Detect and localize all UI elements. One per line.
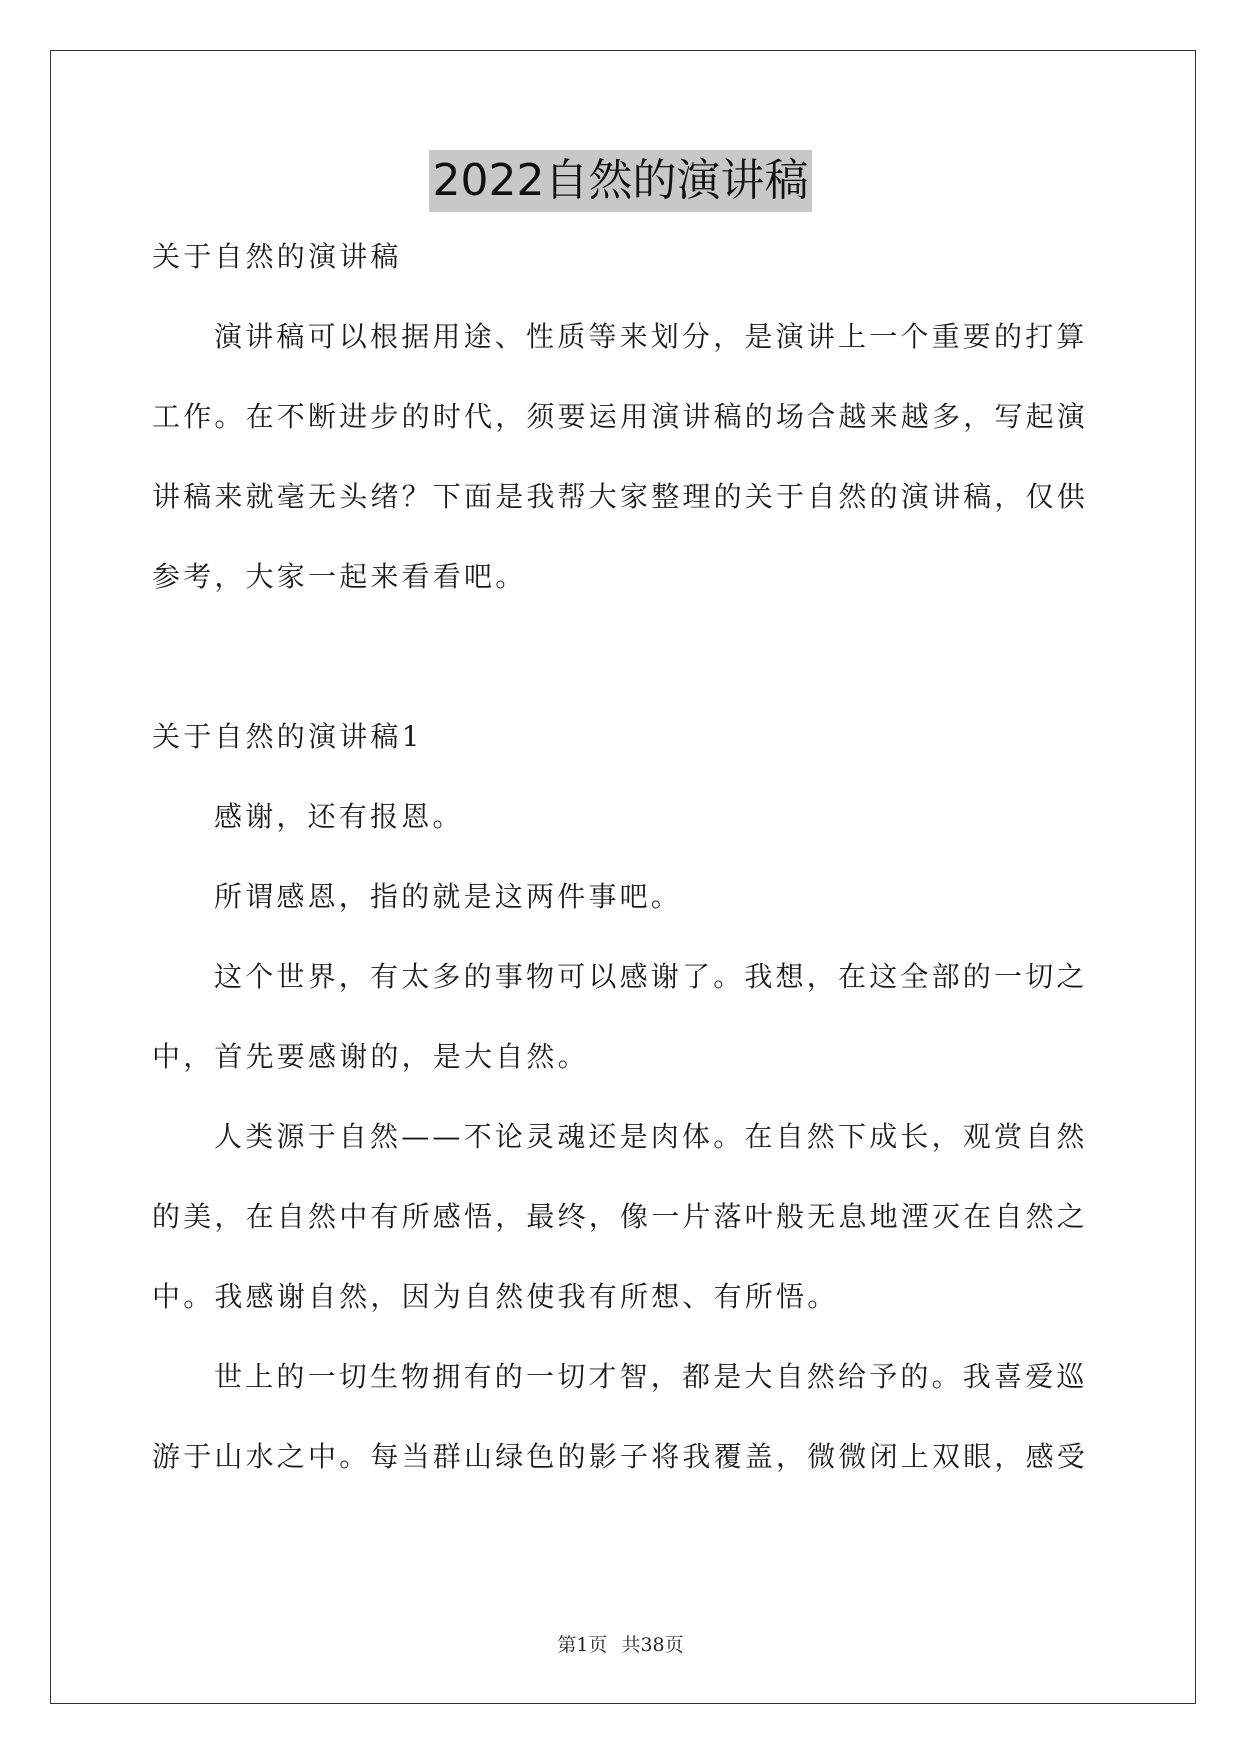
- text-line: 演讲稿可以根据用途、性质等来划分，是演讲上一个重要的打算: [214, 320, 1088, 353]
- document-title: 2022自然的演讲稿: [429, 150, 813, 212]
- paragraph-gap: [152, 630, 1092, 710]
- text-line: 人类源于自然——不论灵魂还是肉体。在自然下成长，观赏自然: [214, 1120, 1088, 1153]
- text-line: 参考，大家一起来看看吧。: [152, 560, 527, 593]
- text-line: 世上的一切生物拥有的一切才智，都是大自然给予的。我喜爱巡: [214, 1360, 1088, 1393]
- text-line: 的美，在自然中有所感悟，最终，像一片落叶般无息地湮灭在自然之: [152, 1200, 1089, 1233]
- document-body: [152, 230, 1092, 1510]
- text-line: 讲稿来就毫无头绪？下面是我帮大家整理的关于自然的演讲稿，仅供: [152, 480, 1089, 513]
- text-line: 中，首先要感谢的，是大自然。: [152, 1040, 589, 1073]
- text-line: 这个世界，有太多的事物可以感谢了。我想，在这全部的一切之: [214, 960, 1088, 993]
- text-line: 工作。在不断进步的时代，须要运用演讲稿的场合越来越多，写起演: [152, 400, 1089, 433]
- text-line: 关于自然的演讲稿: [152, 240, 402, 273]
- text-line: 关于自然的演讲稿1: [152, 720, 423, 753]
- text-line: 感谢，还有报恩。: [214, 800, 464, 833]
- page-total: 共38页: [621, 1634, 684, 1656]
- title-container: [0, 150, 1241, 212]
- text-line: 中。我感谢自然，因为自然使我有所想、有所悟。: [152, 1280, 839, 1313]
- page-footer: [0, 1630, 1241, 1657]
- text-line: 游于山水之中。每当群山绿色的影子将我覆盖，微微闭上双眼，感受: [152, 1440, 1089, 1473]
- text-line: 所谓感恩，指的就是这两件事吧。: [214, 880, 683, 913]
- page-number: 第1页: [557, 1634, 608, 1656]
